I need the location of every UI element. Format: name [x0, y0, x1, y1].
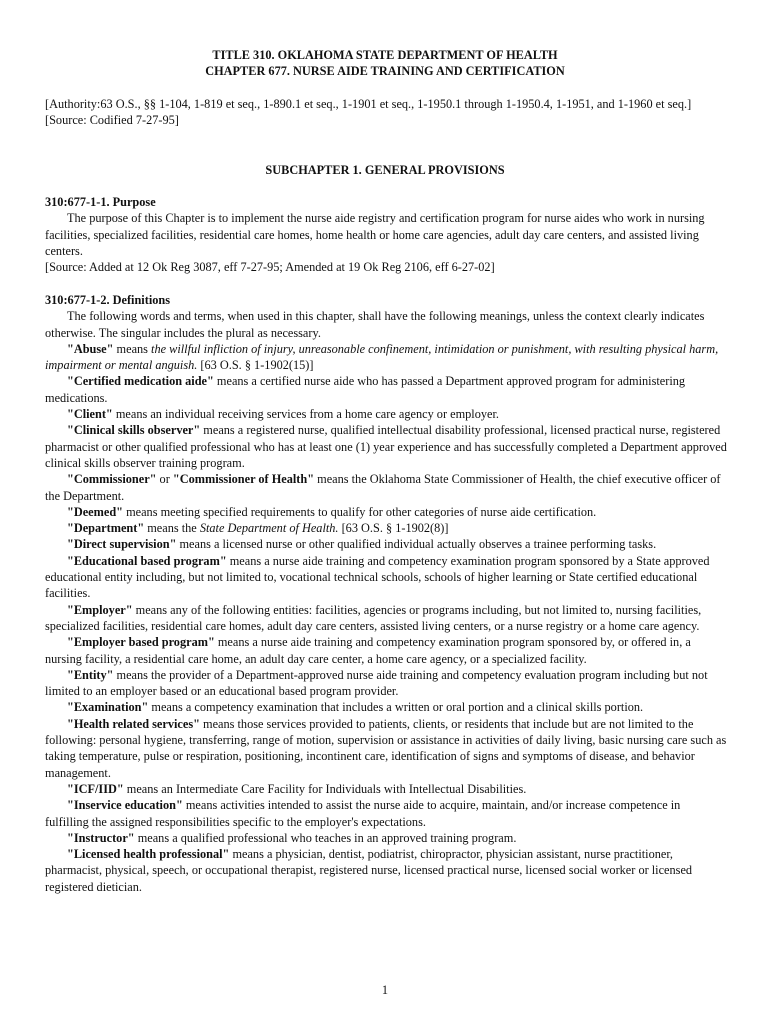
definition-entity: "Entity" means the provider of a Department-approved nurse aide training and competency evaluation program including but not limited to an employer based or an educational based program provider.	[45, 667, 708, 699]
purpose-source: [Source: Added at 12 Ok Reg 3087, eff 7-27-95; Amended at 19 Ok Reg 2106, eff 6-27-02]	[45, 260, 495, 275]
definitions-intro: The following words and terms, when used in this chapter, shall have the following meanings, unless the context clearly indicates otherwise. The singular includes the plural as necessary.	[45, 309, 705, 340]
chapter-line: CHAPTER 677. NURSE AIDE TRAINING AND CERTIFICATION	[205, 64, 565, 78]
title-line: TITLE 310. OKLAHOMA STATE DEPARTMENT OF HEALTH	[212, 48, 558, 62]
purpose-body: The purpose of this Chapter is to implement the nurse aide registry and certification program for nurse aides who work in nursing facilities, specialized facilities, residential care homes, home health or home care agencies, adult day care centers, and assisted living centers.	[45, 211, 705, 258]
definition-icf-iid: "ICF/IID" means an Intermediate Care Facility for Individuals with Intellectual Disabilities.	[67, 781, 527, 796]
section-heading: 310:677-1-1. Purpose	[45, 195, 156, 209]
definition-examination: "Examination" means a competency examination that includes a written or oral portion and a clinical skills portion.	[67, 700, 644, 715]
definition-direct-supervision: "Direct supervision" means a licensed nurse or other qualified individual actually observes a trainee performing tasks.	[67, 537, 657, 552]
definition-client: "Client" means an individual receiving services from a home care agency or employer.	[67, 407, 499, 422]
definition-clinical-skills-observer: "Clinical skills observer" means a registered nurse, qualified intellectual disability professional, licensed practical nurse, registered pharmacist or other qualified professional who has at least one (1) year experience and has successfully completed a Department approved clinical skills observer training program.	[45, 423, 727, 470]
definition-certified-medication-aide: "Certified medication aide" means a certified nurse aide who has passed a Department approved program for administering medications.	[45, 374, 686, 405]
definition-employer: "Employer" means any of the following entities: facilities, agencies or programs including, but not limited to, nursing facilities, specialized facilities, residential care homes, adult day care centers, assisted living centers, or a nurse registry or a home care agency.	[45, 602, 702, 633]
definition-employer-based-program: "Employer based program" means a nurse aide training and competency examination program sponsored by, or offered in, a nursing facility, a residential care home, an adult day care center, a home care agency, or a specialized facility.	[45, 635, 691, 666]
definition-health-related-services: "Health related services" means those services provided to patients, clients, or residents that include but are not limited to the following: personal hygiene, transferring, range of motion, supervision or assistance in activities of daily living, basic nursing care such as taking temperature, pulse or respiration, positioning, incontinent care, identification of signs and symptoms of disease, and behavior management.	[45, 716, 727, 780]
definition-licensed-health-professional: "Licensed health professional" means a physician, dentist, podiatrist, chiropractor, physician assistant, nurse practitioner, pharmacist, physical, speech, or occupational therapist, registered nurse, licensed practical nurse, licensed social worker or licensed registered dietician.	[45, 847, 693, 894]
subchapter-heading: SUBCHAPTER 1. GENERAL PROVISIONS	[265, 163, 505, 177]
definition-department: "Department" means the State Department of Health. [63 O.S. § 1-1902(8)]	[67, 521, 449, 536]
page-number: 1	[381, 983, 389, 997]
definition-instructor: "Instructor" means a qualified professional who teaches in an approved training program.	[67, 830, 517, 845]
authority-source: [Source: Codified 7-27-95]	[45, 113, 179, 128]
definitions-section	[45, 292, 727, 895]
definition-inservice-education: "Inservice education" means activities intended to assist the nurse aide to acquire, maintain, and/or increase competence in fulfilling the assigned responsibilities specific to the employer's expectations.	[45, 798, 681, 829]
section-heading: 310:677-1-2. Definitions	[45, 293, 171, 307]
purpose-section	[45, 194, 727, 275]
definition-commissioner: "Commissioner" or "Commissioner of Health" means the Oklahoma State Commissioner of Health, the chief executive officer of the Department.	[45, 472, 721, 503]
definition-educational-based-program: "Educational based program" means a nurse aide training and competency examination program sponsored by a State approved educational entity including, but not limited to, vocational technical schools, schools of higher learning or State certified educational facilities.	[45, 553, 710, 601]
definition-abuse: "Abuse" means the willful infliction of injury, unreasonable confinement, intimidation or punishment, with resulting physical harm, impairment or mental anguish. [63 O.S. § 1-1902(15)]	[45, 341, 719, 373]
authority-text: [Authority:63 O.S., §§ 1-104, 1-819 et seq., 1-890.1 et seq., 1-1901 et seq., 1-1950.1 through 1-1950.4, 1-1951, and 1-1960 et seq.]	[45, 97, 692, 111]
definition-deemed: "Deemed" means meeting specified requirements to qualify for other categories of nurse aide certification.	[67, 504, 597, 519]
authority-block	[45, 96, 727, 129]
